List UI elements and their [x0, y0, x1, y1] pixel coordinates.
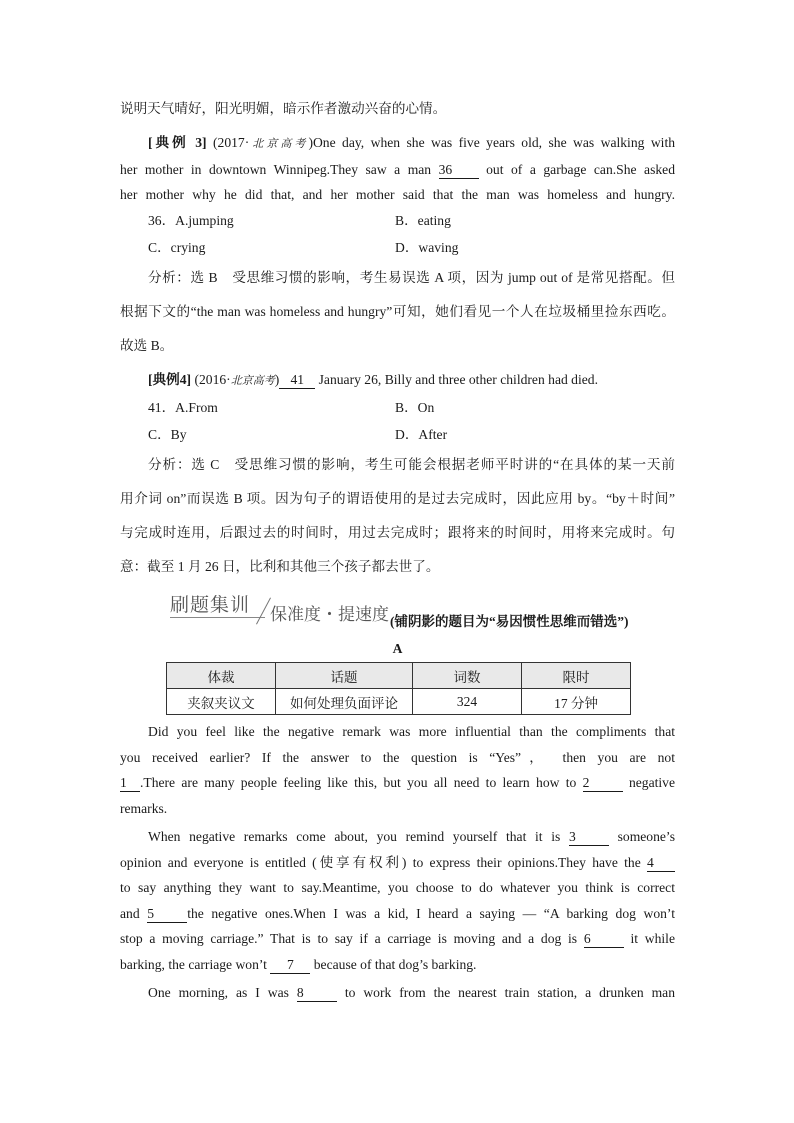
- option-36-b: B．eating: [395, 213, 451, 228]
- blank-8: 8: [297, 985, 337, 1002]
- example-4-analysis: 分析：选 C 受思维习惯的影响，考生可能会根据老师平时讲的“在具体的某一天前 用介词 on”而误选 B 项。因为句子的谓语使用的是过去完成时，因此应用 by。“by＋时间” 与完成时连用，后跟过去的时间时，用过去完成时；跟将来的时间时，用将来完成时。句 意：截至 1 月 26 日，比利和其他三个孩子都去世了。: [120, 457, 675, 574]
- passage-paragraph-1: Did you feel like the negative remark was more influential than the compliments that you received earlier? If the answer to the question is “Yes”， then you are not 1 .There are many people feeling like this, but you all need to learn how to 2 negative remarks.: [120, 724, 675, 816]
- example-3-tag: [典例 3]: [148, 135, 207, 150]
- table-header: 限时: [522, 663, 631, 689]
- example-3-analysis: 分析：选 B 受思维习惯的影响，考生易误选 A 项，因为 jump out of 是常见搭配。但 根据下文的“the man was homeless and hungry”可知，她们看见一个人在垃圾桶里捡东西吃。 故选 B。: [120, 270, 675, 353]
- section-heading: A: [392, 641, 403, 656]
- table-cell: 324: [413, 689, 522, 715]
- blank-7: 7: [270, 957, 310, 974]
- blank-41: 41: [279, 372, 315, 389]
- example-3-line-3: her mother why he did that, and her mother said that the man was homeless and hungry.: [120, 187, 675, 202]
- table-header-row: [167, 663, 631, 689]
- example-4-options-row-1: [120, 394, 675, 421]
- table-header: 体裁: [167, 663, 276, 689]
- banner-underline: [170, 617, 265, 618]
- table-header: 词数: [413, 663, 522, 689]
- option-36-c: C．crying: [148, 240, 206, 255]
- passage-paragraph-3: One morning, as I was 8 to work from the nearest train station, a drunken man: [148, 985, 675, 1000]
- option-41-d: D．After: [395, 427, 448, 442]
- example-3-options-row-2: [120, 234, 675, 261]
- table-cell: 如何处理负面评论: [276, 689, 413, 715]
- example-3-line-2: her mother in downtown Winnipeg.They saw a man 36 out of a garbage can.She asked: [120, 162, 675, 177]
- banner-title: 刷题集训: [170, 594, 251, 616]
- option-36-d: D．waving: [395, 240, 459, 255]
- passage-info-table: [166, 662, 631, 715]
- option-41-a: 41．A.From: [148, 400, 218, 415]
- example-4-line: [典例4] (2016·北京高考) 41 January 26, Billy and three other children had died.: [148, 372, 598, 387]
- blank-1: 1: [120, 775, 140, 792]
- table-header: 话题: [276, 663, 413, 689]
- blank-6: 6: [584, 931, 624, 948]
- example-4-options-row-2: [120, 421, 675, 448]
- blank-2: 2: [583, 775, 623, 792]
- option-41-b: B．On: [395, 400, 435, 415]
- table-cell: 17 分钟: [522, 689, 631, 715]
- example-3-line-1: [120, 130, 675, 157]
- blank-36: 36: [439, 162, 479, 179]
- blank-3: 3: [569, 829, 609, 846]
- document-page: [120, 96, 675, 1006]
- example-3-options-row-1: [120, 207, 675, 234]
- banner-subtitle: 保准度・提速度: [270, 605, 389, 625]
- option-36-a: 36．A.jumping: [148, 213, 234, 228]
- blank-5: 5: [147, 906, 187, 923]
- passage-paragraph-2: When negative remarks come about, you remind yourself that it is 3 someone’s opinion and everyone is entitled (使享有权利) to express their opinions.They have the 4 to say anything they want to say.Meantime, you choose to do whatever you think is correct and 5 the negative ones.When I was a kid, I heard a saying — “A barking dog won’t stop a moving carriage.” That is to say if a carriage is moving and a dog is 6 it while barking, the carriage won’t 7 because of that dog’s barking.: [120, 829, 675, 972]
- blank-4: 4: [647, 855, 675, 872]
- table-cell: 夹叙夹议文: [167, 689, 276, 715]
- example-3-source: (2017·北京高考): [213, 135, 313, 150]
- example-3-text: One day, when she was five years old, she was walking with: [312, 135, 676, 150]
- table-row: [167, 689, 631, 715]
- example-4-tag: [典例4]: [148, 372, 192, 387]
- banner-slash: [256, 598, 271, 625]
- option-41-c: C．By: [148, 427, 187, 442]
- practice-banner: [120, 590, 675, 634]
- intro-line: 说明天气晴好，阳光明媚，暗示作者激动兴奋的心情。: [120, 101, 447, 116]
- banner-note: (铺阴影的题目为“易因惯性思维而错选”): [390, 614, 629, 629]
- example-4-source: (2016·北京高考): [194, 372, 280, 387]
